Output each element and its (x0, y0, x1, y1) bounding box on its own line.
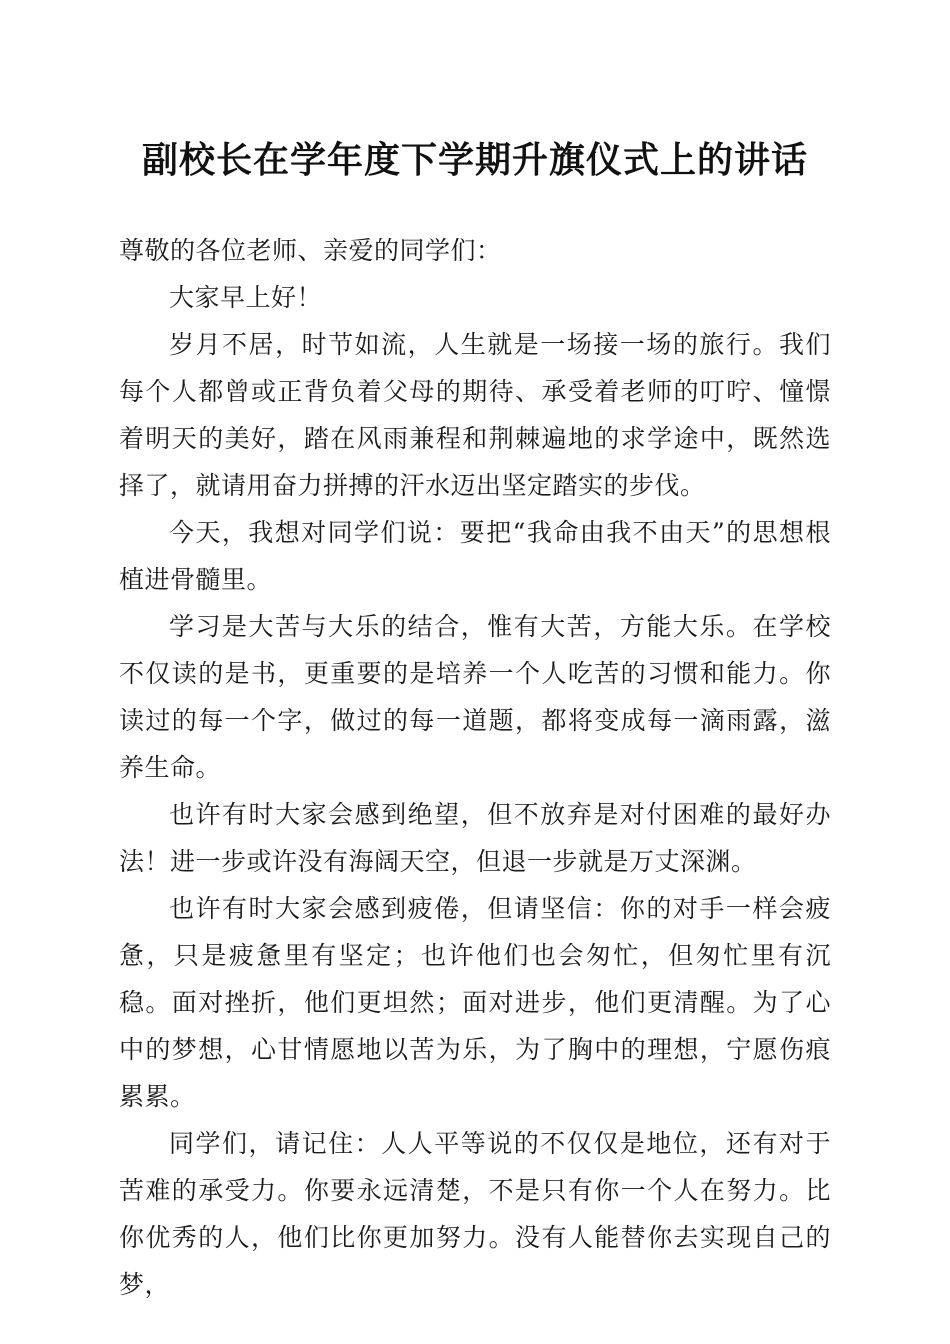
salutation: 尊敬的各位老师、亲爱的同学们： (119, 236, 502, 265)
paragraph-greeting: 大家早上好！ (169, 283, 323, 312)
document-body (119, 227, 831, 1308)
document-title: 副校长在学年度下学期升旗仪式上的讲话 (141, 139, 808, 181)
paragraph: 也许有时大家会感到疲倦，但请坚信：你的对手一样会疲惫，只是疲惫里有坚定；也许他们也会匆忙，但匆忙里有沉稳。面对挫折，他们更坦然；面对进步，他们更清醒。为了心中的梦想，心甘情愿地以苦为乐，为了胸中的理想，宁愿伤痕累累。 (119, 894, 831, 1111)
paragraph: 学习是大苦与大乐的结合，惟有大苦，方能大乐。在学校不仅读的是书，更重要的是培养一个人吃苦的习惯和能力。你读过的每一个字，做过的每一道题，都将变成每一滴雨露，滋养生命。 (119, 612, 831, 782)
paragraph: 岁月不居，时节如流，人生就是一场接一场的旅行。我们每个人都曾或正背负着父母的期待、承受着老师的叮咛、憧憬着明天的美好，踏在风雨兼程和荆棘遍地的求学途中，既然选择了，就请用奋力拼搏的汗水迈出坚定踏实的步伐。 (119, 330, 831, 500)
paragraph: 今天，我想对同学们说：要把“我命由我不由天”的思想根植进骨髓里。 (119, 518, 831, 594)
paragraph: 也许有时大家会感到绝望，但不放弃是对付困难的最好办法！进一步或许没有海阔天空，但退一步就是万丈深渊。 (119, 800, 831, 876)
paragraph: 同学们，请记住：人人平等说的不仅仅是地位，还有对于苦难的承受力。你要永远清楚，不是只有你一个人在努力。比你优秀的人，他们比你更加努力。没有人能替你去实现自己的梦， (119, 1129, 831, 1299)
